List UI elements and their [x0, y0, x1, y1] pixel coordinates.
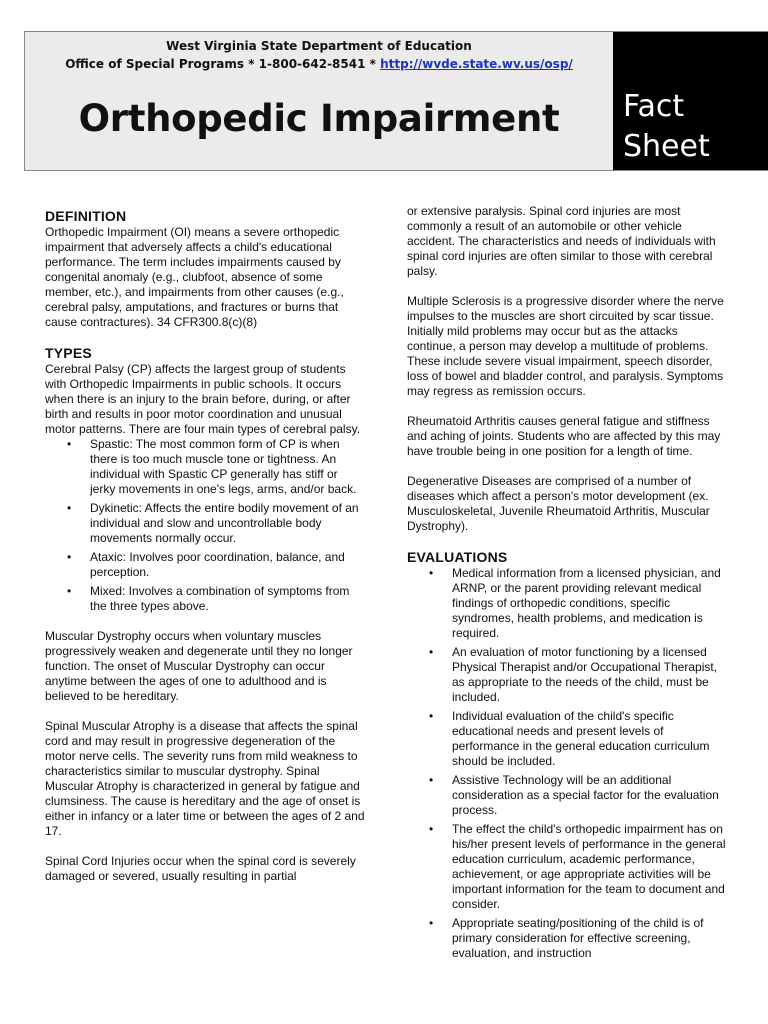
list-item: • Appropriate seating/positioning of the child is of primary consideration for effective screening, evaluation, and instruction — [407, 916, 727, 961]
fact-label: Fact — [623, 89, 685, 124]
department-name: West Virginia State Department of Education — [166, 39, 472, 53]
left-column — [45, 208, 365, 899]
list-item: • Assistive Technology will be an additional consideration as a special factor for the evaluation process. — [407, 773, 727, 818]
spinal-cord-injuries-paragraph-start: Spinal Cord Injuries occur when the spinal cord is severely damaged or severed, usually resulting in partial — [45, 854, 356, 883]
list-item: • Spastic: The most common form of CP is when there is too much muscle tone or tightness. An individual with Spastic CP generally has stiff or jerky movements in one's legs, arms, and/or back. — [45, 437, 365, 497]
office-contact-line — [25, 56, 613, 72]
page-title: Orthopedic Impairment — [78, 97, 560, 140]
list-item: • Ataxic: Involves poor coordination, balance, and perception. — [45, 550, 365, 580]
cerebral-palsy-types-list — [45, 437, 365, 614]
office-website-link[interactable]: http://wvde.state.wv.us/osp/ — [380, 57, 573, 71]
list-item: • Individual evaluation of the child's specific educational needs and present levels of performance in the general education curriculum should be included. — [407, 709, 727, 769]
degenerative-diseases-paragraph: Degenerative Diseases are comprised of a number of diseases which affect a person's motor development (ex. Musculoskeletal, Juvenile Rheumatoid Arthritis, Muscular Dystrophy). — [407, 474, 710, 533]
multiple-sclerosis-paragraph: Multiple Sclerosis is a progressive disorder where the nerve impulses to the muscles are short circuited by scar tissue. Initially mild problems may occur but as the attacks continue, a person may develop a multitude of problems. These include severe visual impairment, speech disorder, loss of bowel and bladder control, and paralysis. Symptoms may regress as remission occurs. — [407, 294, 724, 398]
muscular-dystrophy-paragraph: Muscular Dystrophy occurs when voluntary muscles progressively weaken and degenerate until they no longer function. The onset of Muscular Dystrophy can occur anytime between the ages of one to adulthood and is believed to be hereditary. — [45, 629, 353, 703]
fact-sheet-header — [24, 31, 768, 171]
definition-heading: DEFINITION — [45, 208, 127, 224]
evaluations-list — [407, 566, 727, 961]
rheumatoid-arthritis-paragraph: Rheumatoid Arthritis causes general fatigue and stiffness and aching of joints. Students who are affected by this may have trouble being in one position for a length of time. — [407, 414, 721, 458]
office-contact-text: Office of Special Programs * 1-800-642-8541 * — [65, 57, 381, 71]
spinal-cord-injuries-paragraph-end: or extensive paralysis. Spinal cord injuries are most commonly a result of an automobile or other vehicle accident. The characteristics and needs of individuals with spinal cord injuries are often similar to those with cerebral palsy. — [407, 204, 716, 278]
list-item: • The effect the child's orthopedic impairment has on his/her present levels of performance in the general education curriculum, academic performance, achievement, or age appropriate activities will be important information for the team to document and consider. — [407, 822, 727, 912]
right-column — [407, 204, 727, 976]
cerebral-palsy-intro: Cerebral Palsy (CP) affects the largest group of students with Orthopedic Impairments in public schools. It occurs when there is an injury to the brain before, during, or after birth and results in poor motor coordination and unusual motor patterns. There are four main types of cerebral palsy. — [45, 362, 361, 436]
list-item: • Medical information from a licensed physician, and ARNP, or the parent providing relevant medical findings of orthopedic conditions, specific syndromes, health problems, and medication is required. — [407, 566, 727, 641]
fact-sheet-label-box — [613, 32, 768, 170]
evaluations-heading: EVALUATIONS — [407, 549, 508, 565]
definition-text: Orthopedic Impairment (OI) means a severe orthopedic impairment that adversely affects a child's educational performance. The term includes impairments caused by congenital anomaly (e.g., clubfoot, absence of some member, etc.), and impairments from other causes (e.g., cerebral palsy, amputations, and fractures or burns that cause contractures). 34 CFR300.8(c)(8) — [45, 225, 344, 329]
spinal-muscular-atrophy-paragraph: Spinal Muscular Atrophy is a disease that affects the spinal cord and may result in progressive degeneration of the motor nerve cells. The severity runs from mild weakness to characteristics similar to muscular dystrophy. Spinal Muscular Atrophy is characterized in general by fatigue and clumsiness. The cause is hereditary and the age of onset is either in infancy or a later time or between the ages of 2 and 17. — [45, 719, 365, 838]
types-heading: TYPES — [45, 345, 92, 361]
sheet-label: Sheet — [623, 129, 710, 164]
list-item: • Dykinetic: Affects the entire bodily movement of an individual and slow and uncontrollable body movements normally occur. — [45, 501, 365, 546]
list-item: • Mixed: Involves a combination of symptoms from the three types above. — [45, 584, 365, 614]
header-title-area — [25, 32, 613, 170]
list-item: • An evaluation of motor functioning by a licensed Physical Therapist and/or Occupational Therapist, as appropriate to the needs of the child, must be included. — [407, 645, 727, 705]
